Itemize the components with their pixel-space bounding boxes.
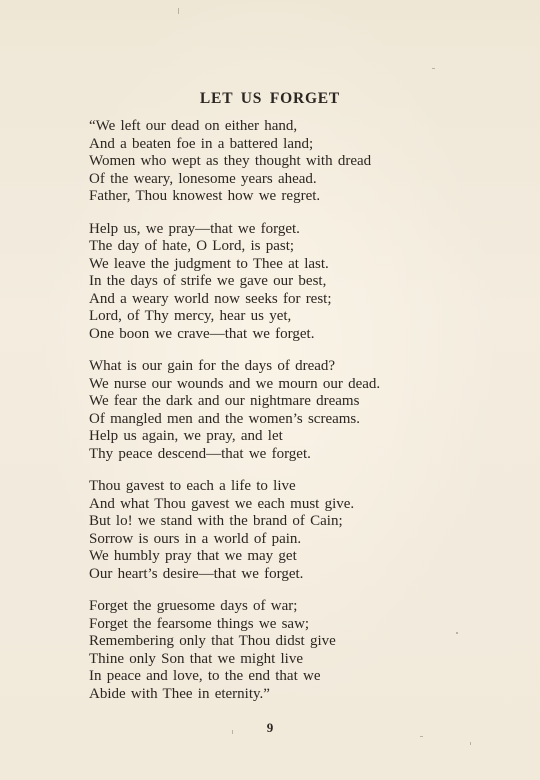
stanza: [89, 478, 534, 583]
poem-line: But lo! we stand with the brand of Cain;: [89, 513, 343, 529]
poem-line: Remembering only that Thou didst give: [89, 633, 336, 649]
poem-line: And a weary world now seeks for rest;: [89, 290, 332, 307]
poem-line: Abide with Thee in eternity.”: [89, 685, 270, 702]
poem-line: We leave the judgment to Thee at last.: [89, 255, 329, 272]
poem-line: Forget the fearsome things we saw;: [89, 615, 310, 632]
stanza: [89, 118, 534, 206]
poem-line: Of the weary, lonesome years ahead.: [89, 170, 317, 187]
stanza: [89, 598, 534, 703]
page-number: 9: [266, 720, 274, 735]
poem-line: We humbly pray that we may get: [89, 548, 297, 564]
poem-line: In the days of strife we gave our best,: [89, 273, 327, 289]
paper-speck: [178, 8, 179, 14]
poem-line: We fear the dark and our nightmare dreams: [89, 393, 360, 409]
poem-line: And what Thou gavest we each must give.: [89, 495, 355, 512]
poem-line: Sorrow is ours in a world of pain.: [89, 530, 302, 547]
poem-line: Father, Thou knowest how we regret.: [89, 188, 321, 204]
poem-body: [89, 118, 534, 718]
poem-line: Lord, of Thy mercy, hear us yet,: [89, 308, 292, 324]
poem-line: Of mangled men and the women’s screams.: [89, 410, 361, 427]
poem-line: Women who wept as they thought with dread: [89, 153, 372, 169]
poem-line: Thine only Son that we might live: [89, 650, 303, 667]
poem-line: Thy peace descend—that we forget.: [89, 445, 311, 462]
poem-line: “We left our dead on either hand,: [89, 118, 298, 134]
paper-speck: [432, 68, 435, 69]
paper-speck: [456, 632, 458, 634]
stanza: [89, 358, 534, 463]
paper-speck: [470, 742, 471, 745]
poem-line: Our heart’s desire—that we forget.: [89, 565, 304, 582]
poem-line: What is our gain for the days of dread?: [89, 358, 336, 374]
poem-line: In peace and love, to the end that we: [89, 668, 321, 684]
stanza: [89, 221, 534, 344]
poem-line: Thou gavest to each a life to live: [89, 478, 296, 494]
poem-line: One boon we crave—that we forget.: [89, 325, 315, 342]
poem-line: And a beaten foe in a battered land;: [89, 135, 314, 152]
poem-title: LET US FORGET: [199, 90, 341, 107]
poem-line: Help us again, we pray, and let: [89, 428, 283, 444]
poem-line: The day of hate, O Lord, is past;: [89, 238, 295, 254]
poem-line: We nurse our wounds and we mourn our dead.: [89, 375, 381, 392]
paper-speck: [232, 730, 233, 734]
poem-line: Help us, we pray—that we forget.: [89, 220, 300, 237]
paper-speck: [420, 736, 423, 737]
poem-line: Forget the gruesome days of war;: [89, 598, 298, 614]
